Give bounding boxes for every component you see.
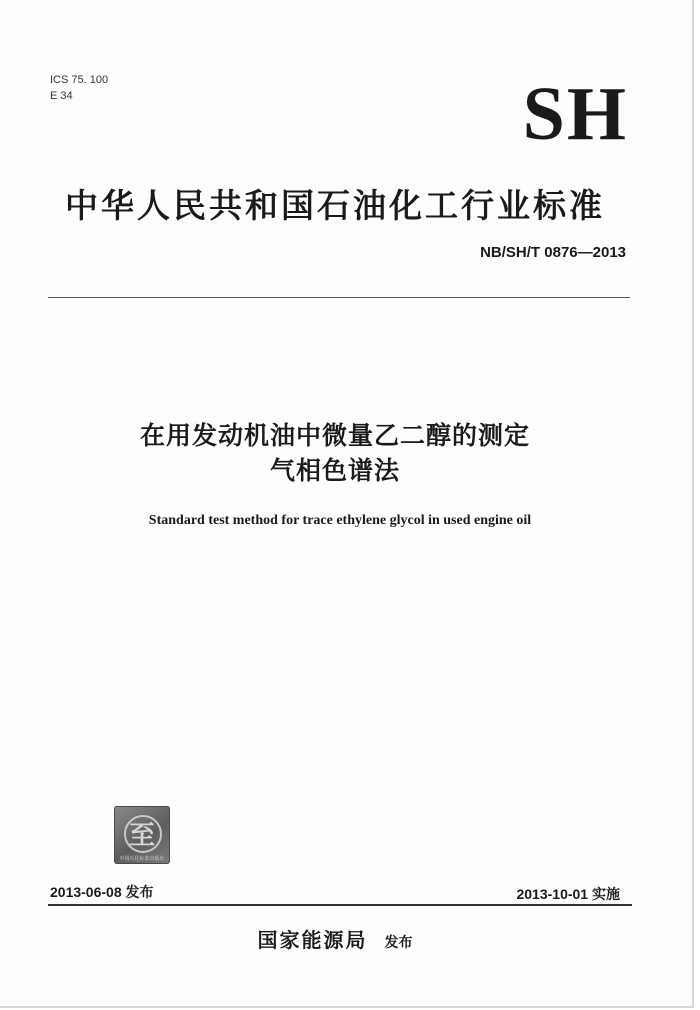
top-divider — [48, 297, 630, 298]
document-title-en: Standard test method for trace ethylene glycol in used engine oil — [148, 513, 532, 528]
issuer-name: 国家能源局 — [257, 928, 368, 952]
title-cn-line-2: 气相色谱法 — [269, 456, 400, 485]
bottom-divider — [48, 904, 632, 906]
title-cn-line-1: 在用发动机油中微量乙二醇的测定 — [139, 421, 530, 450]
issuer-verb: 发布 — [384, 935, 413, 951]
standard-category-title: 中华人民共和国石油化工行业标准 — [65, 186, 605, 225]
standard-mark: SH — [522, 72, 628, 156]
issue-date: 2013-06-08 发布 — [50, 884, 154, 900]
document-title-cn — [40, 418, 630, 488]
ccs-code: E 34 — [50, 90, 73, 102]
issuer-line — [0, 924, 670, 953]
seal-caption: 中国石化标准出版社 — [119, 856, 165, 862]
seal-glyph: 至 — [128, 821, 155, 851]
standard-number: NB/SH/T 0876—2013 — [480, 244, 626, 261]
classification-codes — [50, 72, 108, 104]
publisher-seal-logo — [114, 806, 170, 864]
effective-date: 2013-10-01 实施 — [516, 886, 620, 902]
ics-code: ICS 75. 100 — [50, 74, 109, 86]
